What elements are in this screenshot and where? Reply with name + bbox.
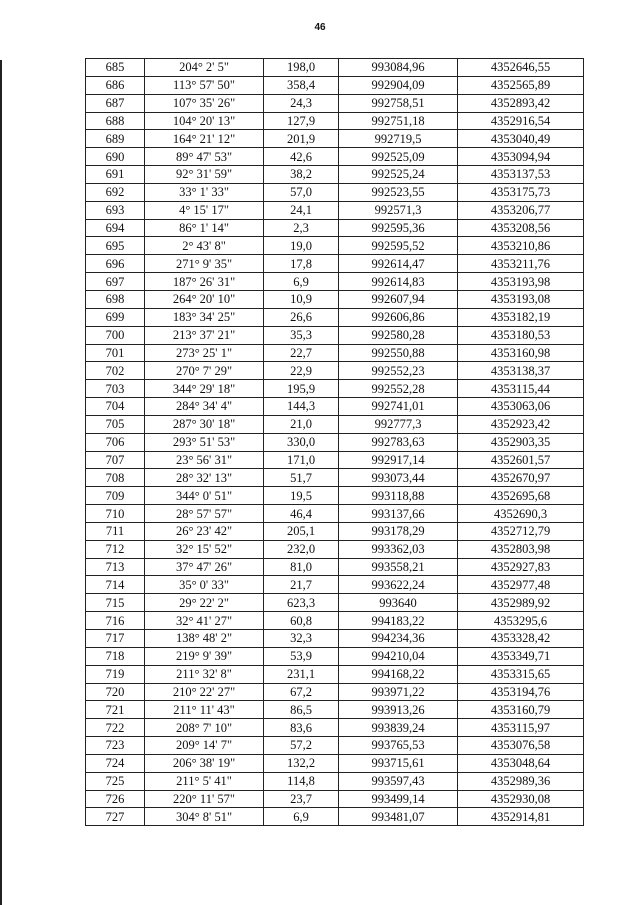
distance-cell: 26,6 [264, 308, 339, 326]
x-coordinate-cell: 992580,28 [339, 326, 458, 344]
table-row [86, 362, 584, 380]
point-number-cell: 687 [86, 94, 145, 112]
bearing-cell: 35° 0' 33" [145, 576, 264, 594]
point-number-cell: 713 [86, 558, 145, 576]
bearing-cell: 271° 9' 35" [145, 255, 264, 273]
x-coordinate-cell: 992777,3 [339, 415, 458, 433]
point-number-cell: 702 [86, 362, 145, 380]
distance-cell: 57,0 [264, 183, 339, 201]
point-number-cell: 698 [86, 290, 145, 308]
bearing-cell: 284° 34' 4" [145, 398, 264, 416]
bearing-cell: 26° 23' 42" [145, 522, 264, 540]
bearing-cell: 28° 32' 13" [145, 469, 264, 487]
table-row [86, 130, 584, 148]
bearing-cell: 211° 11' 43" [145, 701, 264, 719]
x-coordinate-cell: 993073,44 [339, 469, 458, 487]
table-row [86, 487, 584, 505]
distance-cell: 358,4 [264, 76, 339, 94]
bearing-cell: 187° 26' 31" [145, 273, 264, 291]
x-coordinate-cell: 993084,96 [339, 59, 458, 77]
bearing-cell: 89° 47' 53" [145, 148, 264, 166]
distance-cell: 42,6 [264, 148, 339, 166]
y-coordinate-cell: 4353328,42 [458, 630, 584, 648]
distance-cell: 32,3 [264, 630, 339, 648]
distance-cell: 205,1 [264, 522, 339, 540]
distance-cell: 57,2 [264, 737, 339, 755]
point-number-cell: 706 [86, 433, 145, 451]
distance-cell: 6,9 [264, 808, 339, 826]
table-row [86, 701, 584, 719]
distance-cell: 81,0 [264, 558, 339, 576]
point-number-cell: 691 [86, 166, 145, 184]
point-number-cell: 697 [86, 273, 145, 291]
point-number-cell: 712 [86, 540, 145, 558]
x-coordinate-cell: 992606,86 [339, 308, 458, 326]
bearing-cell: 206° 38' 19" [145, 754, 264, 772]
x-coordinate-cell: 993622,24 [339, 576, 458, 594]
point-number-cell: 685 [86, 59, 145, 77]
point-number-cell: 710 [86, 505, 145, 523]
table-row [86, 772, 584, 790]
x-coordinate-cell: 992525,09 [339, 148, 458, 166]
table-row [86, 255, 584, 273]
bearing-cell: 293° 51' 53" [145, 433, 264, 451]
y-coordinate-cell: 4353048,64 [458, 754, 584, 772]
x-coordinate-cell: 992614,83 [339, 273, 458, 291]
x-coordinate-cell: 993118,88 [339, 487, 458, 505]
y-coordinate-cell: 4352930,08 [458, 790, 584, 808]
x-coordinate-cell: 992904,09 [339, 76, 458, 94]
x-coordinate-cell: 993765,53 [339, 737, 458, 755]
point-number-cell: 694 [86, 219, 145, 237]
page-number: 46 [314, 22, 326, 33]
y-coordinate-cell: 4353160,79 [458, 701, 584, 719]
x-coordinate-cell: 993640 [339, 594, 458, 612]
table-row [86, 594, 584, 612]
distance-cell: 6,9 [264, 273, 339, 291]
table-row [86, 148, 584, 166]
x-coordinate-cell: 992751,18 [339, 112, 458, 130]
y-coordinate-cell: 4353182,19 [458, 308, 584, 326]
table-row [86, 219, 584, 237]
distance-cell: 67,2 [264, 683, 339, 701]
point-number-cell: 700 [86, 326, 145, 344]
point-number-cell: 718 [86, 647, 145, 665]
point-number-cell: 688 [86, 112, 145, 130]
y-coordinate-cell: 4353137,53 [458, 166, 584, 184]
table-row [86, 273, 584, 291]
table-row [86, 505, 584, 523]
x-coordinate-cell: 993558,21 [339, 558, 458, 576]
point-number-cell: 723 [86, 737, 145, 755]
table-row [86, 683, 584, 701]
distance-cell: 623,3 [264, 594, 339, 612]
y-coordinate-cell: 4353349,71 [458, 647, 584, 665]
table-row [86, 665, 584, 683]
bearing-cell: 208° 7' 10" [145, 719, 264, 737]
distance-cell: 21,0 [264, 415, 339, 433]
bearing-cell: 32° 15' 52" [145, 540, 264, 558]
table-row [86, 415, 584, 433]
bearing-cell: 33° 1' 33" [145, 183, 264, 201]
x-coordinate-cell: 992523,55 [339, 183, 458, 201]
bearing-cell: 344° 0' 51" [145, 487, 264, 505]
y-coordinate-cell: 4352989,36 [458, 772, 584, 790]
y-coordinate-cell: 4353295,6 [458, 612, 584, 630]
table-row [86, 201, 584, 219]
x-coordinate-cell: 992552,23 [339, 362, 458, 380]
table-row [86, 754, 584, 772]
bearing-cell: 92° 31' 59" [145, 166, 264, 184]
bearing-cell: 2° 43' 8" [145, 237, 264, 255]
distance-cell: 127,9 [264, 112, 339, 130]
y-coordinate-cell: 4352690,3 [458, 505, 584, 523]
point-number-cell: 696 [86, 255, 145, 273]
y-coordinate-cell: 4353040,49 [458, 130, 584, 148]
distance-cell: 53,9 [264, 647, 339, 665]
table-row [86, 237, 584, 255]
distance-cell: 23,7 [264, 790, 339, 808]
y-coordinate-cell: 4353211,76 [458, 255, 584, 273]
x-coordinate-cell: 994234,36 [339, 630, 458, 648]
x-coordinate-cell: 992525,24 [339, 166, 458, 184]
distance-cell: 22,9 [264, 362, 339, 380]
table-row [86, 558, 584, 576]
table-row [86, 59, 584, 77]
distance-cell: 22,7 [264, 344, 339, 362]
bearing-cell: 213° 37' 21" [145, 326, 264, 344]
distance-cell: 19,0 [264, 237, 339, 255]
y-coordinate-cell: 4353193,98 [458, 273, 584, 291]
table-row [86, 647, 584, 665]
y-coordinate-cell: 4353138,37 [458, 362, 584, 380]
point-number-cell: 695 [86, 237, 145, 255]
bearing-cell: 113° 57' 50" [145, 76, 264, 94]
x-coordinate-cell: 993715,61 [339, 754, 458, 772]
distance-cell: 46,4 [264, 505, 339, 523]
bearing-cell: 220° 11' 57" [145, 790, 264, 808]
point-number-cell: 725 [86, 772, 145, 790]
x-coordinate-cell: 992741,01 [339, 398, 458, 416]
table-row [86, 290, 584, 308]
table-row [86, 630, 584, 648]
distance-cell: 231,1 [264, 665, 339, 683]
distance-cell: 330,0 [264, 433, 339, 451]
bearing-cell: 32° 41' 27" [145, 612, 264, 630]
distance-cell: 51,7 [264, 469, 339, 487]
distance-cell: 195,9 [264, 380, 339, 398]
table-row [86, 808, 584, 826]
x-coordinate-cell: 992550,88 [339, 344, 458, 362]
y-coordinate-cell: 4352923,42 [458, 415, 584, 433]
x-coordinate-cell: 992552,28 [339, 380, 458, 398]
table-row [86, 380, 584, 398]
bearing-cell: 344° 29' 18" [145, 380, 264, 398]
point-number-cell: 726 [86, 790, 145, 808]
bearing-cell: 264° 20' 10" [145, 290, 264, 308]
point-number-cell: 709 [86, 487, 145, 505]
y-coordinate-cell: 4353076,58 [458, 737, 584, 755]
x-coordinate-cell: 993137,66 [339, 505, 458, 523]
bearing-cell: 204° 2' 5" [145, 59, 264, 77]
distance-cell: 144,3 [264, 398, 339, 416]
y-coordinate-cell: 4353063,06 [458, 398, 584, 416]
y-coordinate-cell: 4353175,73 [458, 183, 584, 201]
point-number-cell: 711 [86, 522, 145, 540]
point-number-cell: 686 [86, 76, 145, 94]
y-coordinate-cell: 4352903,35 [458, 433, 584, 451]
bearing-cell: 273° 25' 1" [145, 344, 264, 362]
bearing-cell: 164° 21' 12" [145, 130, 264, 148]
x-coordinate-cell: 993913,26 [339, 701, 458, 719]
bearing-cell: 209° 14' 7" [145, 737, 264, 755]
x-coordinate-cell: 993839,24 [339, 719, 458, 737]
y-coordinate-cell: 4352565,89 [458, 76, 584, 94]
y-coordinate-cell: 4352646,55 [458, 59, 584, 77]
bearing-cell: 210° 22' 27" [145, 683, 264, 701]
point-number-cell: 699 [86, 308, 145, 326]
y-coordinate-cell: 4352914,81 [458, 808, 584, 826]
distance-cell: 60,8 [264, 612, 339, 630]
distance-cell: 2,3 [264, 219, 339, 237]
point-number-cell: 707 [86, 451, 145, 469]
distance-cell: 232,0 [264, 540, 339, 558]
x-coordinate-cell: 992783,63 [339, 433, 458, 451]
x-coordinate-cell: 994168,22 [339, 665, 458, 683]
point-number-cell: 715 [86, 594, 145, 612]
y-coordinate-cell: 4352916,54 [458, 112, 584, 130]
y-coordinate-cell: 4353115,44 [458, 380, 584, 398]
point-number-cell: 708 [86, 469, 145, 487]
distance-cell: 24,3 [264, 94, 339, 112]
point-number-cell: 721 [86, 701, 145, 719]
y-coordinate-cell: 4352927,83 [458, 558, 584, 576]
bearing-cell: 304° 8' 51" [145, 808, 264, 826]
x-coordinate-cell: 992571,3 [339, 201, 458, 219]
x-coordinate-cell: 992614,47 [339, 255, 458, 273]
point-number-cell: 720 [86, 683, 145, 701]
y-coordinate-cell: 4353094,94 [458, 148, 584, 166]
x-coordinate-cell: 992719,5 [339, 130, 458, 148]
point-number-cell: 703 [86, 380, 145, 398]
distance-cell: 19,5 [264, 487, 339, 505]
table-row [86, 112, 584, 130]
distance-cell: 35,3 [264, 326, 339, 344]
table-row [86, 344, 584, 362]
bearing-cell: 219° 9' 39" [145, 647, 264, 665]
point-number-cell: 722 [86, 719, 145, 737]
bearing-cell: 287° 30' 18" [145, 415, 264, 433]
y-coordinate-cell: 4353208,56 [458, 219, 584, 237]
table-row [86, 308, 584, 326]
x-coordinate-cell: 993971,22 [339, 683, 458, 701]
coordinates-table [85, 58, 584, 826]
point-number-cell: 705 [86, 415, 145, 433]
y-coordinate-cell: 4352695,68 [458, 487, 584, 505]
distance-cell: 17,8 [264, 255, 339, 273]
table-row [86, 612, 584, 630]
y-coordinate-cell: 4353180,53 [458, 326, 584, 344]
table-row [86, 76, 584, 94]
y-coordinate-cell: 4352977,48 [458, 576, 584, 594]
table-row [86, 166, 584, 184]
x-coordinate-cell: 993178,29 [339, 522, 458, 540]
distance-cell: 132,2 [264, 754, 339, 772]
bearing-cell: 211° 32' 8" [145, 665, 264, 683]
distance-cell: 171,0 [264, 451, 339, 469]
y-coordinate-cell: 4352670,97 [458, 469, 584, 487]
y-coordinate-cell: 4353193,08 [458, 290, 584, 308]
table-row [86, 433, 584, 451]
bearing-cell: 107° 35' 26" [145, 94, 264, 112]
y-coordinate-cell: 4353194,76 [458, 683, 584, 701]
point-number-cell: 716 [86, 612, 145, 630]
bearing-cell: 138° 48' 2" [145, 630, 264, 648]
y-coordinate-cell: 4352893,42 [458, 94, 584, 112]
x-coordinate-cell: 993597,43 [339, 772, 458, 790]
table-row [86, 737, 584, 755]
bearing-cell: 183° 34' 25" [145, 308, 264, 326]
x-coordinate-cell: 992758,51 [339, 94, 458, 112]
distance-cell: 21,7 [264, 576, 339, 594]
x-coordinate-cell: 992607,94 [339, 290, 458, 308]
distance-cell: 10,9 [264, 290, 339, 308]
distance-cell: 201,9 [264, 130, 339, 148]
point-number-cell: 719 [86, 665, 145, 683]
coordinates-table-body [86, 59, 584, 826]
bearing-cell: 211° 5' 41" [145, 772, 264, 790]
point-number-cell: 717 [86, 630, 145, 648]
y-coordinate-cell: 4353206,77 [458, 201, 584, 219]
point-number-cell: 692 [86, 183, 145, 201]
x-coordinate-cell: 994183,22 [339, 612, 458, 630]
point-number-cell: 704 [86, 398, 145, 416]
point-number-cell: 727 [86, 808, 145, 826]
table-row [86, 790, 584, 808]
y-coordinate-cell: 4353160,98 [458, 344, 584, 362]
table-row [86, 94, 584, 112]
point-number-cell: 714 [86, 576, 145, 594]
bearing-cell: 23° 56' 31" [145, 451, 264, 469]
point-number-cell: 689 [86, 130, 145, 148]
point-number-cell: 690 [86, 148, 145, 166]
y-coordinate-cell: 4352803,98 [458, 540, 584, 558]
distance-cell: 114,8 [264, 772, 339, 790]
scan-edge-line [0, 60, 2, 905]
distance-cell: 86,5 [264, 701, 339, 719]
table-row [86, 522, 584, 540]
y-coordinate-cell: 4352601,57 [458, 451, 584, 469]
bearing-cell: 86° 1' 14" [145, 219, 264, 237]
distance-cell: 198,0 [264, 59, 339, 77]
x-coordinate-cell: 993362,03 [339, 540, 458, 558]
bearing-cell: 28° 57' 57" [145, 505, 264, 523]
distance-cell: 38,2 [264, 166, 339, 184]
bearing-cell: 29° 22' 2" [145, 594, 264, 612]
table-row [86, 183, 584, 201]
table-row [86, 326, 584, 344]
x-coordinate-cell: 992595,52 [339, 237, 458, 255]
table-row [86, 719, 584, 737]
y-coordinate-cell: 4352989,92 [458, 594, 584, 612]
x-coordinate-cell: 993481,07 [339, 808, 458, 826]
bearing-cell: 37° 47' 26" [145, 558, 264, 576]
x-coordinate-cell: 992917,14 [339, 451, 458, 469]
y-coordinate-cell: 4353315,65 [458, 665, 584, 683]
x-coordinate-cell: 993499,14 [339, 790, 458, 808]
x-coordinate-cell: 992595,36 [339, 219, 458, 237]
point-number-cell: 724 [86, 754, 145, 772]
distance-cell: 83,6 [264, 719, 339, 737]
bearing-cell: 270° 7' 29" [145, 362, 264, 380]
y-coordinate-cell: 4352712,79 [458, 522, 584, 540]
table-row [86, 451, 584, 469]
y-coordinate-cell: 4353210,86 [458, 237, 584, 255]
distance-cell: 24,1 [264, 201, 339, 219]
table-row [86, 469, 584, 487]
x-coordinate-cell: 994210,04 [339, 647, 458, 665]
bearing-cell: 104° 20' 13" [145, 112, 264, 130]
point-number-cell: 693 [86, 201, 145, 219]
y-coordinate-cell: 4353115,97 [458, 719, 584, 737]
table-row [86, 398, 584, 416]
table-row [86, 540, 584, 558]
point-number-cell: 701 [86, 344, 145, 362]
bearing-cell: 4° 15' 17" [145, 201, 264, 219]
table-row [86, 576, 584, 594]
